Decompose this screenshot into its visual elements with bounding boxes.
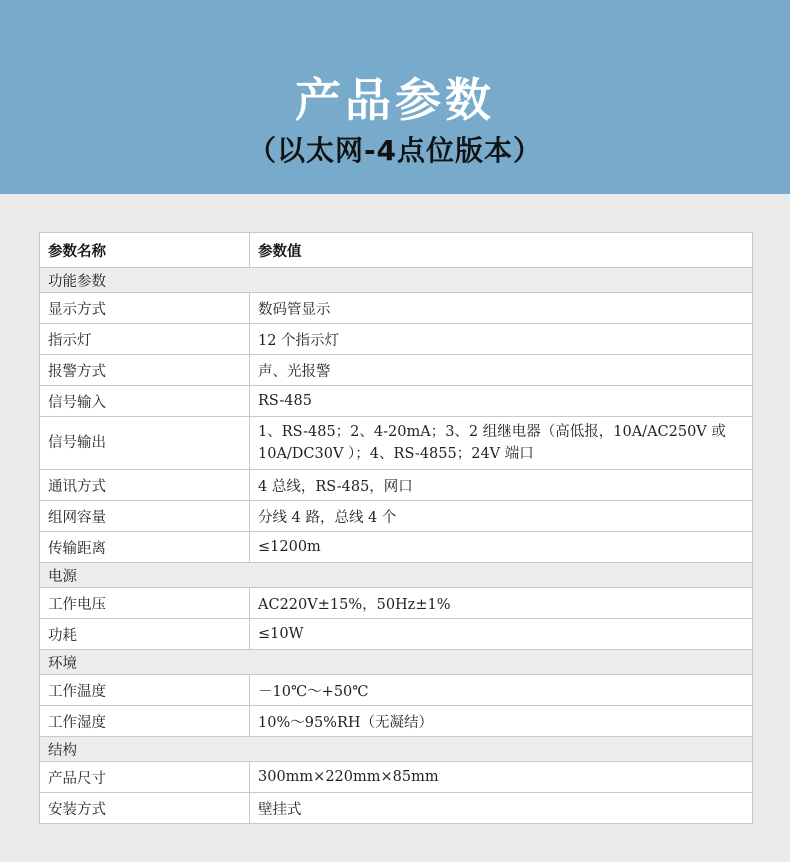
table-header-row <box>40 233 753 268</box>
page-title: 产品参数 <box>295 73 495 127</box>
param-value-cell: 壁挂式 <box>250 793 753 824</box>
param-name-cell: 信号输出 <box>40 417 250 470</box>
page-subtitle: （以太网-4点位版本） <box>247 134 543 167</box>
header-banner <box>0 0 790 194</box>
table-row <box>40 417 753 470</box>
table-row <box>40 588 753 619</box>
section-label: 功能参数 <box>40 268 753 293</box>
param-name-cell: 组网容量 <box>40 501 250 532</box>
table-row <box>40 675 753 706</box>
table-row <box>40 386 753 417</box>
param-value-cell: 4 总线，RS-485，网口 <box>250 470 753 501</box>
column-header-param-value: 参数值 <box>250 233 753 268</box>
column-header-param-name: 参数名称 <box>40 233 250 268</box>
param-name-cell: 显示方式 <box>40 293 250 324</box>
spec-table <box>39 232 753 824</box>
param-value-cell: 12 个指示灯 <box>250 324 753 355</box>
table-row <box>40 355 753 386</box>
param-name-cell: 工作电压 <box>40 588 250 619</box>
param-value-cell: 数码管显示 <box>250 293 753 324</box>
table-row <box>40 619 753 650</box>
section-label: 电源 <box>40 563 753 588</box>
param-value-cell: AC220V±15%，50Hz±1% <box>250 588 753 619</box>
param-name-cell: 安装方式 <box>40 793 250 824</box>
section-row-function <box>40 268 753 293</box>
table-row <box>40 470 753 501</box>
table-row <box>40 293 753 324</box>
param-value-cell: 分线 4 路，总线 4 个 <box>250 501 753 532</box>
section-row-environment <box>40 650 753 675</box>
param-value-cell: ≤1200m <box>250 532 753 563</box>
section-label: 环境 <box>40 650 753 675</box>
param-value-cell: －10℃～+50℃ <box>250 675 753 706</box>
param-name-cell: 工作湿度 <box>40 706 250 737</box>
table-row <box>40 532 753 563</box>
param-value-cell: 声、光报警 <box>250 355 753 386</box>
param-value-cell: 1、RS-485；2、4-20mA；3、2 组继电器（高低报，10A/AC250V 或 10A/DC30V ）；4、RS-4855；24V 端口 <box>250 417 753 470</box>
param-name-cell: 指示灯 <box>40 324 250 355</box>
param-name-cell: 传输距离 <box>40 532 250 563</box>
param-name-cell: 工作温度 <box>40 675 250 706</box>
table-row <box>40 706 753 737</box>
param-name-cell: 信号输入 <box>40 386 250 417</box>
section-row-structure <box>40 737 753 762</box>
spec-table-container <box>39 232 753 824</box>
param-name-cell: 功耗 <box>40 619 250 650</box>
param-name-cell: 报警方式 <box>40 355 250 386</box>
param-value-cell: RS-485 <box>250 386 753 417</box>
param-value-cell: ≤10W <box>250 619 753 650</box>
param-name-cell: 产品尺寸 <box>40 762 250 793</box>
param-name-cell: 通讯方式 <box>40 470 250 501</box>
section-label: 结构 <box>40 737 753 762</box>
table-row <box>40 324 753 355</box>
param-value-cell: 10%～95%RH（无凝结） <box>250 706 753 737</box>
table-row <box>40 793 753 824</box>
param-value-cell: 300mm×220mm×85mm <box>250 762 753 793</box>
table-row <box>40 762 753 793</box>
section-row-power <box>40 563 753 588</box>
table-row <box>40 501 753 532</box>
